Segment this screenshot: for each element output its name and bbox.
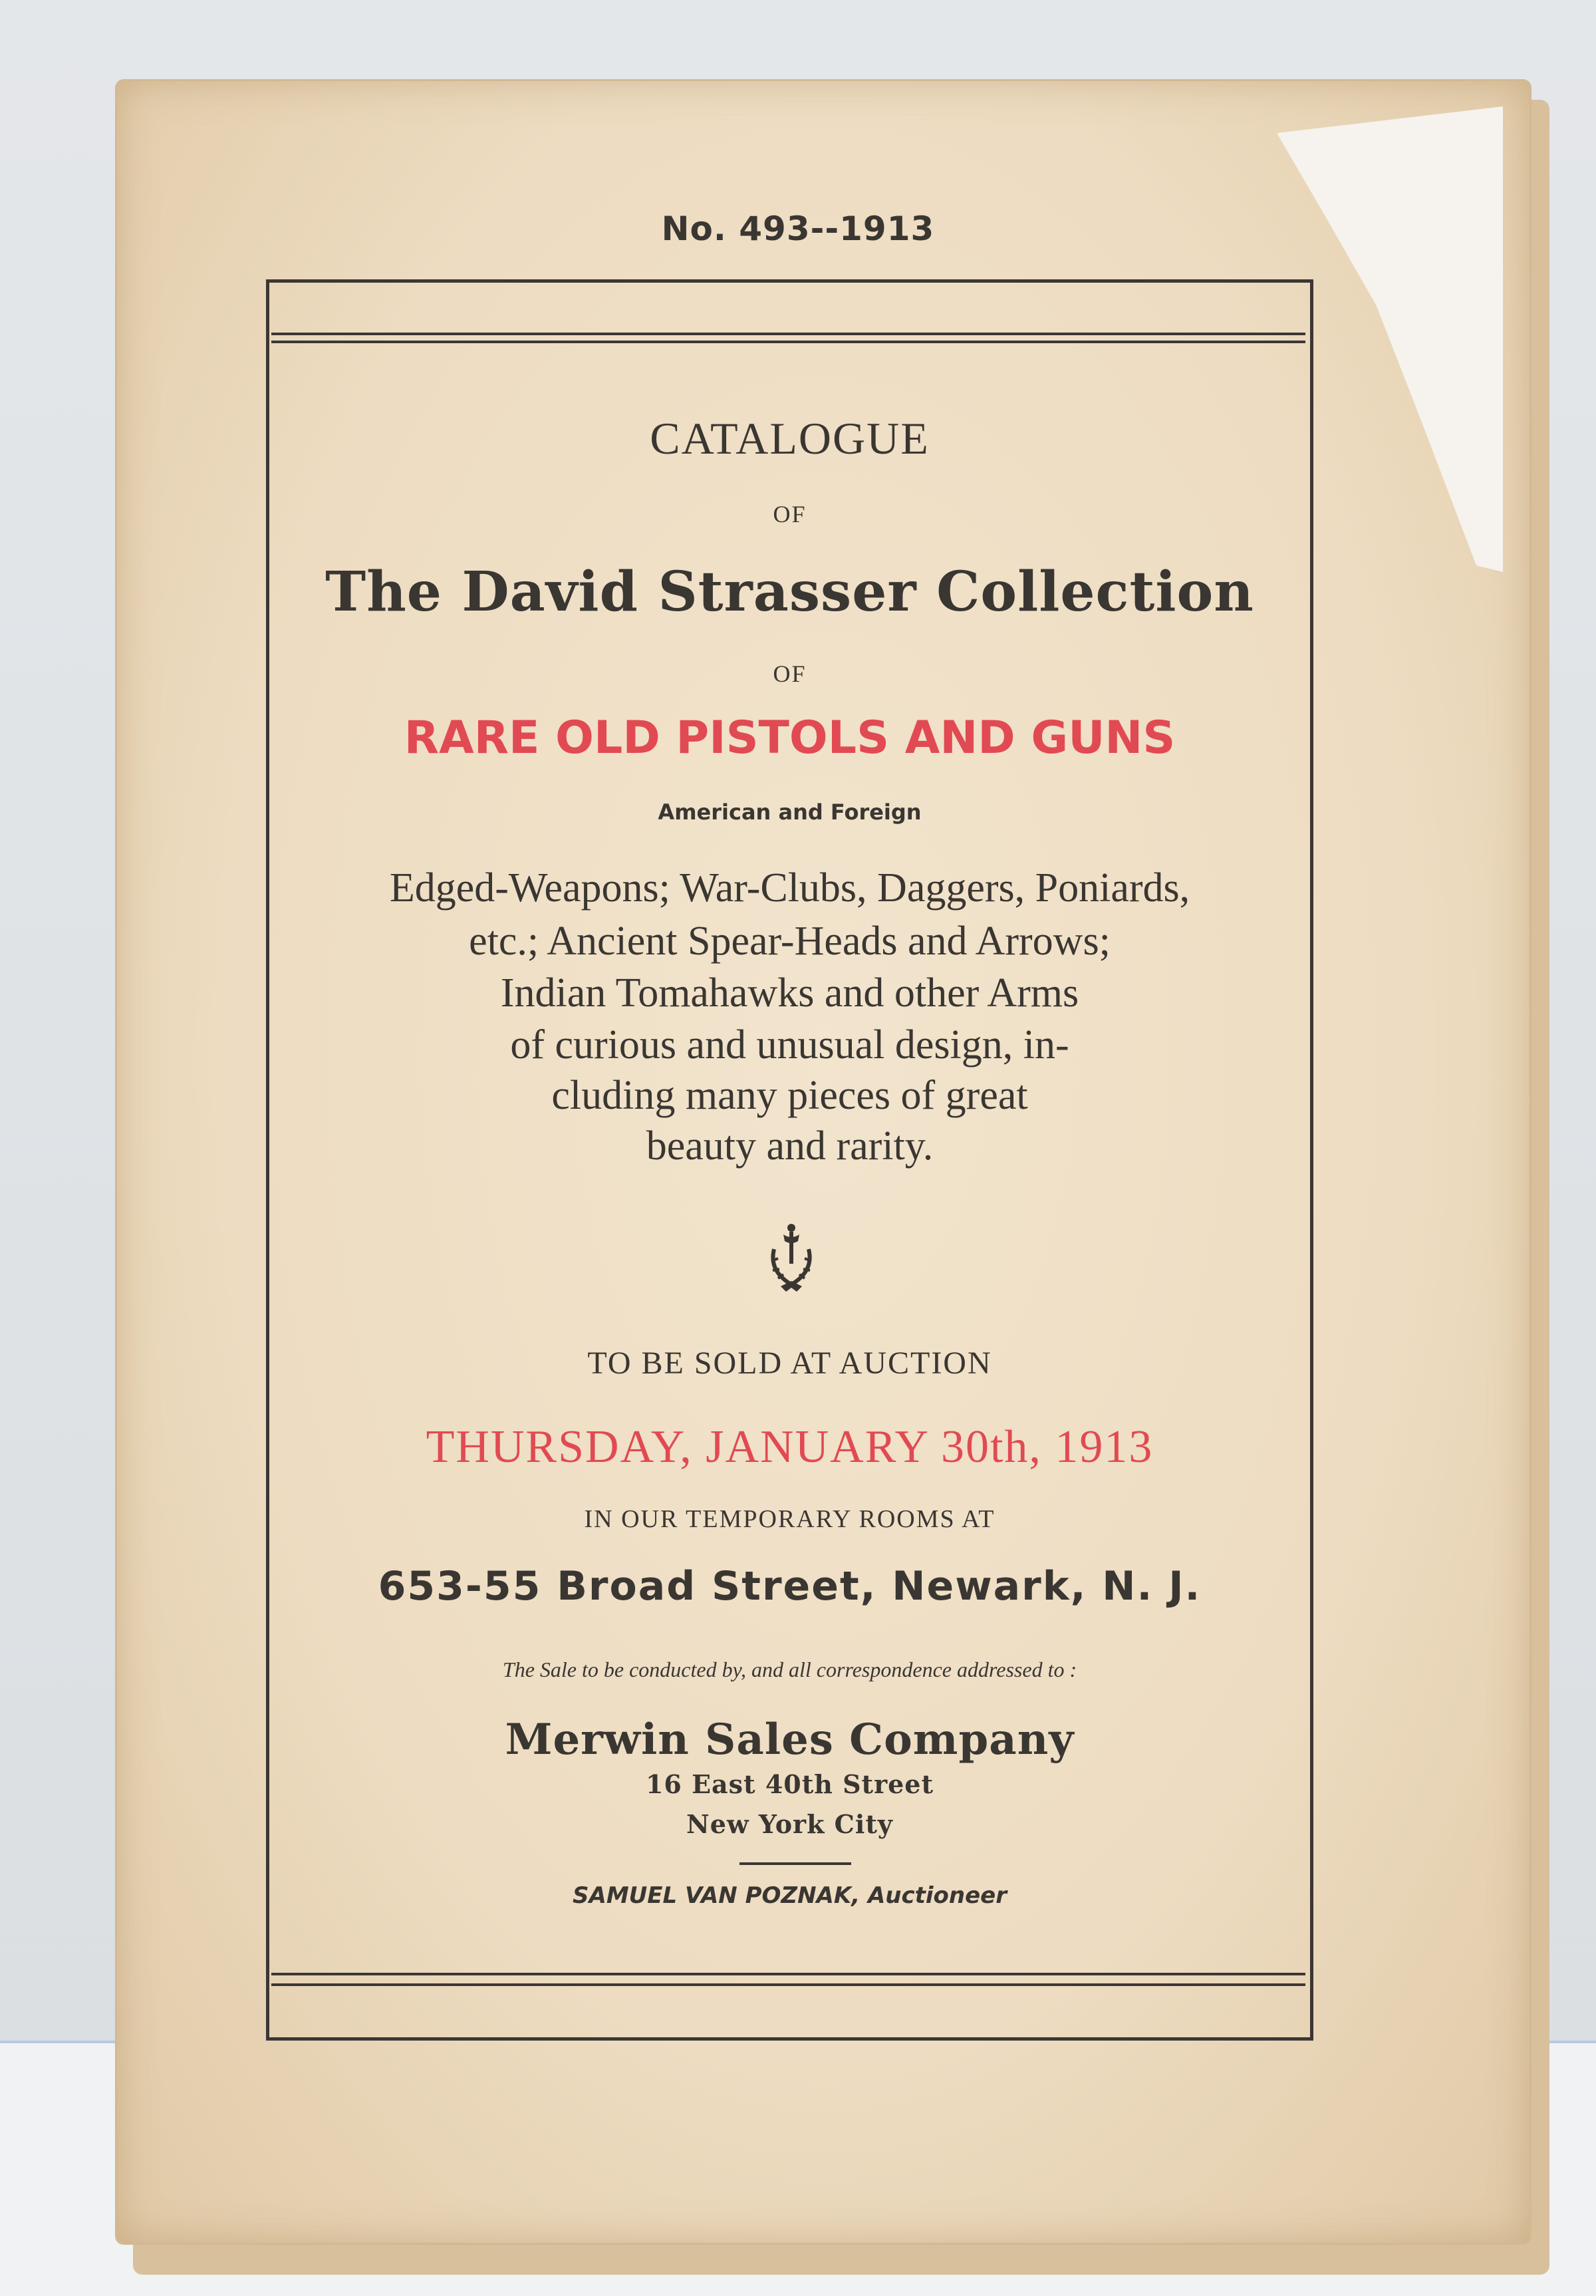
- sale-address: 653-55 Broad Street, Newark, N. J.: [378, 1563, 1202, 1610]
- company-city: New York City: [686, 1809, 893, 1839]
- top-double-rule-lower: [271, 341, 1305, 343]
- collection-title: The David Strasser Collection: [325, 560, 1254, 624]
- main-subject: RARE OLD PISTOLS AND GUNS: [404, 712, 1176, 764]
- description-line-1: Edged-Weapons; War-Clubs, Daggers, Poniards,: [389, 865, 1190, 911]
- origin-line: American and Foreign: [658, 799, 922, 825]
- of-label-1: OF: [773, 501, 807, 527]
- description-line-4: of curious and unusual design, in-: [510, 1022, 1069, 1068]
- description-line-5: cluding many pieces of great: [551, 1073, 1028, 1118]
- auction-notice: TO BE SOLD AT AUCTION: [587, 1346, 992, 1381]
- top-double-rule-upper: [271, 333, 1305, 335]
- bottom-double-rule-lower: [271, 1983, 1305, 1986]
- auction-date: THURSDAY, JANUARY 30th, 1913: [426, 1421, 1154, 1473]
- bottom-double-rule-upper: [271, 1973, 1305, 1975]
- description-line-6: beauty and rarity.: [646, 1123, 934, 1169]
- conducted-by-note: The Sale to be conducted by, and all correspondence addressed to :: [502, 1657, 1077, 1681]
- rooms-notice: IN OUR TEMPORARY ROOMS AT: [584, 1505, 996, 1533]
- company-name: Merwin Sales Company: [505, 1715, 1075, 1765]
- torch-wreath-icon: [765, 1222, 818, 1296]
- description-line-2: etc.; Ancient Spear-Heads and Arrows;: [469, 919, 1111, 964]
- of-label-2: OF: [773, 660, 807, 687]
- company-street: 16 East 40th Street: [645, 1769, 934, 1799]
- description-line-3: Indian Tomahawks and other Arms: [500, 970, 1079, 1016]
- catalogue-heading: CATALOGUE: [650, 413, 930, 464]
- catalog-number: No. 493--1913: [661, 210, 935, 248]
- auctioneer-line: SAMUEL VAN POZNAK, Auctioneer: [573, 1882, 1007, 1909]
- auctioneer-divider: [739, 1862, 851, 1865]
